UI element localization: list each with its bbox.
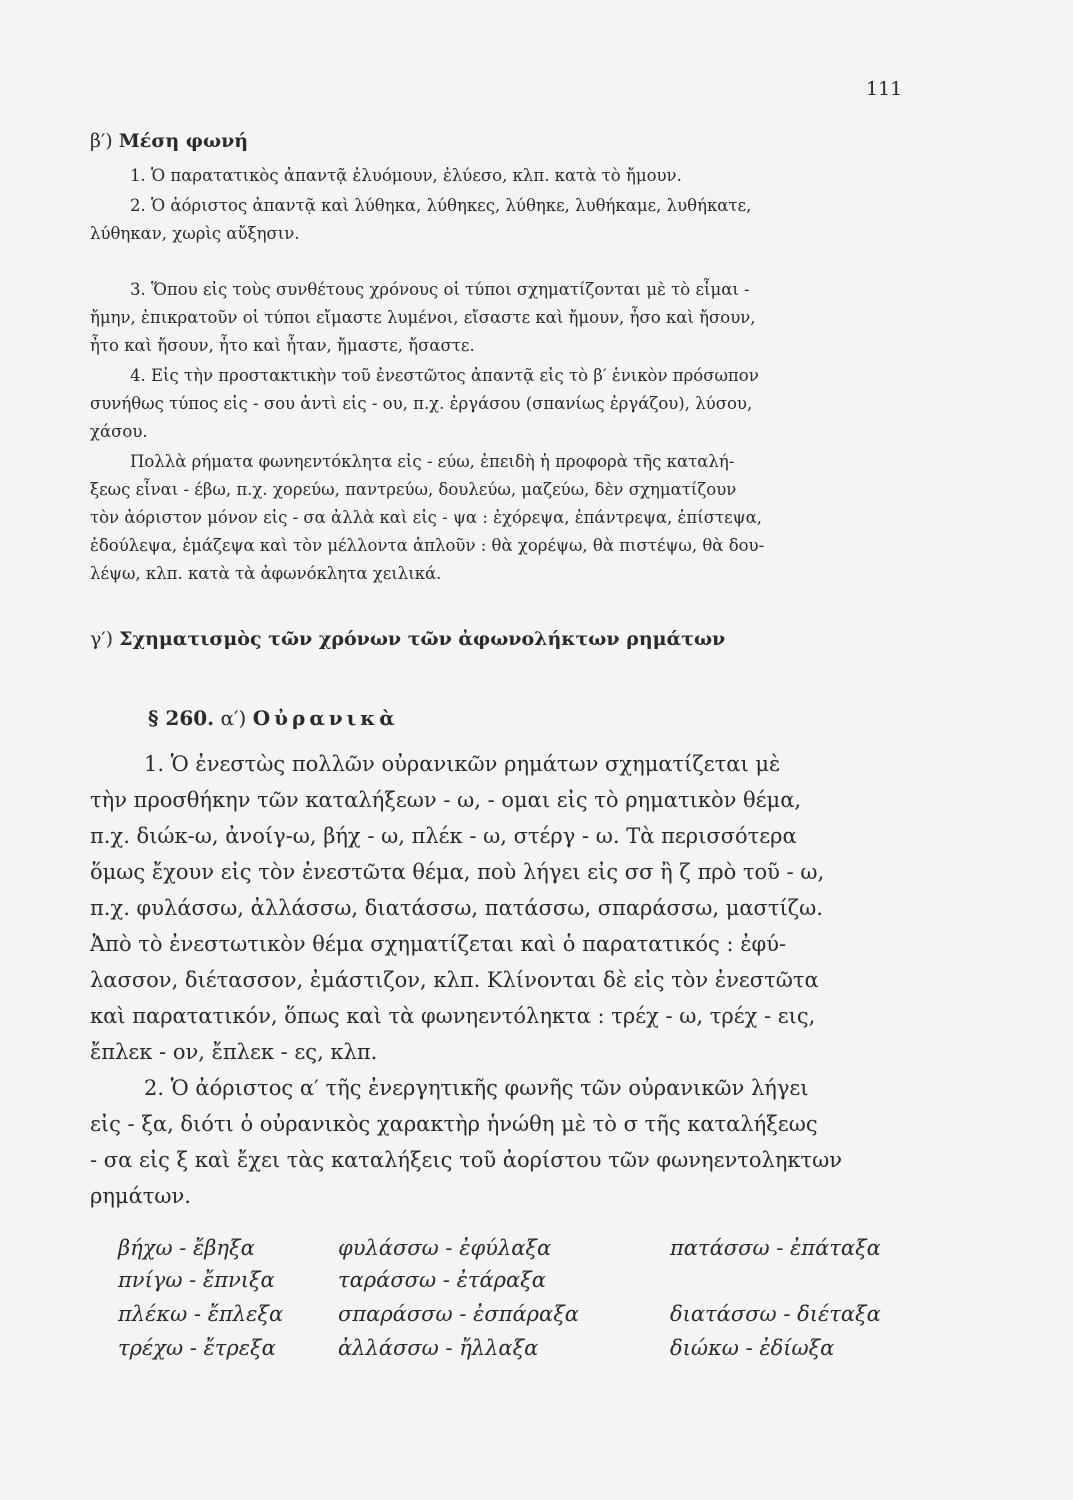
section-gamma-heading — [90, 628, 725, 650]
p260-1-line-4: ὅμως ἔχουν εἰς τὸν ἐνεστῶτα θέμα, ποὺ λήγει εἰς σσ ἢ ζ πρὸ τοῦ - ω, — [90, 860, 825, 884]
example-3-col-2: σπαράσσω - ἐσπάραξα — [338, 1302, 579, 1326]
section-beta-title: Μέση φωνή — [118, 130, 249, 152]
paragraph-260-heading — [148, 706, 399, 730]
p260-1-line-1: 1. Ὁ ἐνεστὼς πολλῶν οὐρανικῶν ρημάτων σχηματίζεται μὲ — [144, 752, 781, 776]
beta-item-1-line-1: 1. Ὁ παρατατικὸς ἀπαντᾷ ἐλυόμουν, ἐλύεσο, κλπ. κατὰ τὸ ἤμουν. — [130, 166, 682, 185]
p260-1-line-6: Ἀπὸ τὸ ἐνεστωτικὸν θέμα σχηματίζεται καὶ ὁ παρατατικός : ἐφύ- — [90, 932, 787, 956]
section-beta-heading — [90, 130, 248, 152]
beta-item-4-line-3: χάσου. — [90, 422, 148, 441]
example-3-col-3: διατάσσω - διέταξα — [670, 1302, 881, 1326]
beta-item-5-line-3: τὸν ἀόριστον μόνον εἰς - σα ἀλλὰ καὶ εἰς - ψα : ἐχόρεψα, ἐπάντρεψα, ἐπίστεψα, — [90, 508, 762, 527]
beta-item-5-line-1: Πολλὰ ρήματα φωνηεντόκλητα εἰς - εύω, ἐπειδὴ ἡ προφορὰ τῆς καταλή- — [130, 452, 735, 471]
example-1-col-1: βήχω - ἔβηξα — [118, 1236, 255, 1260]
section-gamma-label: γ′) — [90, 628, 114, 650]
beta-item-4-line-2: συνήθως τύπος εἰς - σου ἀντὶ εἰς - ου, π.χ. ἐργάσου (σπανίως ἐργάζου), λύσου, — [90, 394, 753, 413]
beta-item-2-line-2: λύθηκαν, χωρὶς αὔξησιν. — [90, 224, 300, 243]
example-1-col-3: πατάσσω - ἐπάταξα — [670, 1236, 881, 1260]
p260-2-line-1: 2. Ὁ ἀόριστος α′ τῆς ἐνεργητικῆς φωνῆς τῶν οὐρανικῶν λήγει — [144, 1076, 809, 1100]
paragraph-260-subtitle: Οὐρανικὰ — [252, 706, 399, 730]
beta-item-3-line-1: 3. Ὅπου εἰς τοὺς συνθέτους χρόνους οἱ τύποι σχηματίζονται μὲ τὸ εἶμαι - — [130, 280, 750, 299]
p260-1-line-5: π.χ. φυλάσσω, ἀλλάσσω, διατάσσω, πατάσσω, σπαράσσω, μαστίζω. — [90, 896, 823, 920]
p260-2-line-3: - σα εἰς ξ καὶ ἔχει τὰς καταλήξεις τοῦ ἀορίστου τῶν φωνηεντοληκτων — [90, 1148, 843, 1172]
example-2-col-1: πνίγω - ἔπνιξα — [118, 1268, 275, 1292]
paragraph-260-number: § 260. — [148, 706, 215, 730]
example-2-col-2: ταράσσω - ἐτάραξα — [338, 1268, 546, 1292]
p260-1-line-9: ἔπλεκ - ον, ἔπλεκ - ες, κλπ. — [90, 1040, 378, 1064]
p260-1-line-8: καὶ παρατατικόν, ὅπως καὶ τὰ φωνηεντόληκτα : τρέχ - ω, τρέχ - εις, — [90, 1004, 816, 1028]
p260-1-line-3: π.χ. διώκ-ω, ἀνοίγ-ω, βήχ - ω, πλέκ - ω, στέργ - ω. Τὰ περισσότερα — [90, 824, 797, 848]
example-4-col-3: διώκω - ἐδίωξα — [670, 1336, 835, 1360]
beta-item-5-line-2: ξεως εἶναι - έβω, π.χ. χορεύω, παντρεύω, δουλεύω, μαζεύω, δὲν σχηματίζουν — [90, 480, 737, 499]
paragraph-260-subtitle-label: α′) — [220, 706, 247, 730]
beta-item-3-line-2: ἤμην, ἐπικρατοῦν οἱ τύποι εἴμαστε λυμένοι, εἴσαστε καὶ ἤμουν, ἦσο καὶ ἤσουν, — [90, 308, 756, 327]
section-beta-label: β′) — [90, 130, 113, 152]
beta-item-5-line-5: λέψω, κλπ. κατὰ τὰ ἀφωνόκλητα χειλικά. — [90, 564, 442, 583]
page-number: 111 — [866, 78, 903, 100]
beta-item-3-line-3: ἦτο καὶ ἤσουν, ἦτο καὶ ἦταν, ἤμαστε, ἤσαστε. — [90, 336, 475, 355]
p260-2-line-2: εἰς - ξα, διότι ὁ οὐρανικὸς χαρακτὴρ ἡνώθη μὲ τὸ σ τῆς καταλήξεως — [90, 1112, 818, 1136]
p260-1-line-2: τὴν προσθήκην τῶν καταλήξεων - ω, - ομαι εἰς τὸ ρηματικὸν θέμα, — [90, 788, 802, 812]
beta-item-4-line-1: 4. Εἰς τὴν προστακτικὴν τοῦ ἐνεστῶτος ἀπαντᾷ εἰς τὸ β′ ἑνικὸν πρόσωπον — [130, 366, 759, 385]
example-4-col-1: τρέχω - ἔτρεξα — [118, 1336, 276, 1360]
section-gamma-title: Σχηματισμὸς τῶν χρόνων τῶν ἀφωνολήκτων ρημάτων — [119, 628, 726, 650]
p260-2-line-4: ρημάτων. — [90, 1184, 191, 1208]
beta-item-2-line-1: 2. Ὁ ἀόριστος ἀπαντᾷ καὶ λύθηκα, λύθηκες, λύθηκε, λυθήκαμε, λυθήκατε, — [130, 196, 752, 215]
p260-1-line-7: λασσον, διέτασσον, ἐμάστιζον, κλπ. Κλίνονται δὲ εἰς τὸν ἐνεστῶτα — [90, 968, 819, 992]
example-1-col-2: φυλάσσω - ἐφύλαξα — [338, 1236, 552, 1260]
example-3-col-1: πλέκω - ἔπλεξα — [118, 1302, 284, 1326]
example-4-col-2: ἀλλάσσω - ἤλλαξα — [338, 1336, 539, 1360]
beta-item-5-line-4: ἐδούλεψα, ἐμάζεψα καὶ τὸν μέλλοντα ἁπλοῦν : θὰ χορέψω, θὰ πιστέψω, θὰ δου- — [90, 536, 765, 555]
